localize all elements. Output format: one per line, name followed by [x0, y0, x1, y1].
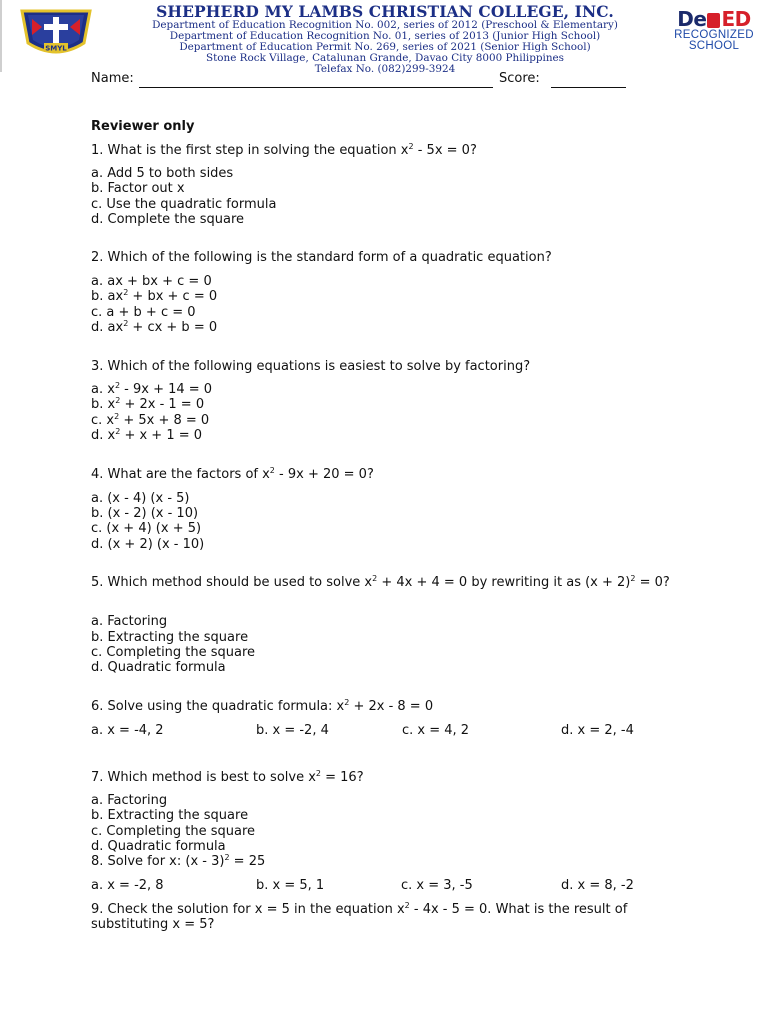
question-4: 4. What are the factors of $x^2 - 9x + 20 = 0$?: [91, 466, 374, 482]
q5-option-a: a. Factoring: [91, 614, 168, 629]
q6-option-d: d. x = 2, -4: [561, 723, 634, 738]
question-8: 8. Solve for x: (x - 3)$^2$ = 25: [91, 853, 266, 869]
question-7: 7. Which method is best to solve $x^2 = 16$?: [91, 769, 364, 785]
deped-flag-icon: [707, 13, 720, 28]
q7-option-c: c. Completing the square: [91, 824, 256, 839]
question-1: 1. What is the first step in solving the equation $x^2 - 5x = 0$?: [91, 142, 477, 158]
question-6: 6. Solve using the quadratic formula: $x^2 + 2x - 8 = 0$: [91, 698, 434, 714]
q4-option-b: b. (x - 2) (x - 10): [91, 506, 199, 521]
q6-option-a: a. x = -4, 2: [91, 723, 164, 738]
letterhead: [100, 3, 670, 75]
letterhead-line-1: Department of Education Recognition No. 002, series of 2012 (Preschool & Elementary): [152, 19, 618, 31]
q2-option-c: c. a + b + c = 0: [91, 305, 196, 320]
page-edge: [0, 0, 2, 72]
q4-option-a: a. (x - 4) (x - 5): [91, 491, 190, 506]
q1-option-c: c. Use the quadratic formula: [91, 197, 277, 212]
section-title: Reviewer only: [91, 119, 195, 134]
question-2: 2. Which of the following is the standard form of a quadratic equation?: [91, 250, 552, 265]
recognized-line-1: RECOGNIZED: [674, 29, 754, 41]
q7-option-a: a. Factoring: [91, 793, 168, 808]
q1-option-b: b. Factor out x: [91, 181, 185, 196]
q7-option-b: b. Extracting the square: [91, 808, 249, 823]
q5-option-d: d. Quadratic formula: [91, 660, 226, 675]
question-3: 3. Which of the following equations is easiest to solve by factoring?: [91, 359, 531, 374]
recognized-line-2: SCHOOL: [688, 40, 740, 52]
question-9: 9. Check the solution for x = 5 in the equation $x^2 - 4x - 5 = 0$. What is the result of substituting x = 5?: [91, 901, 628, 932]
q3-option-b: b. $x^2 + 2x - 1 = 0$: [91, 396, 205, 412]
name-label: Name:: [91, 71, 134, 86]
q4-option-c: c. (x + 4) (x + 5): [91, 521, 202, 536]
q3-option-d: d. $x^2 + x + 1 = 0$: [91, 427, 203, 443]
q3-option-a: a. $x^2 - 9x + 14 = 0$: [91, 381, 213, 397]
score-blank[interactable]: [551, 87, 626, 88]
name-blank[interactable]: [139, 87, 493, 88]
score-label: Score:: [499, 71, 540, 86]
q8-option-d: d. x = 8, -2: [561, 878, 634, 893]
question-5: 5. Which method should be used to solve $x^2 + 4x + 4 = 0$ by rewriting it as $(x + 2)^2 = 0$?: [91, 574, 670, 590]
q5-option-b: b. Extracting the square: [91, 630, 249, 645]
letterhead-line-3: Department of Education Permit No. 269, series of 2021 (Senior High School): [179, 41, 591, 53]
q6-option-c: c. x = 4, 2: [402, 723, 470, 738]
q2-option-b: b. $ax^2$ + bx + c = 0: [91, 288, 218, 304]
college-name: SHEPHERD MY LAMBS CHRISTIAN COLLEGE, INC.: [156, 2, 614, 21]
q8-option-b: b. x = 5, 1: [256, 878, 325, 893]
q1-option-d: d. Complete the square: [91, 212, 245, 227]
deped-logo: [664, 8, 764, 52]
q2-option-d: d. $ax^2$ + cx + b = 0: [91, 319, 218, 335]
q8-option-c: c. x = 3, -5: [401, 878, 473, 893]
q5-option-c: c. Completing the square: [91, 645, 256, 660]
q7-option-d: d. Quadratic formula: [91, 839, 226, 854]
q6-option-b: b. x = -2, 4: [256, 723, 329, 738]
deped-wordmark: De ED: [677, 7, 751, 31]
logo-text: SMYL: [45, 44, 67, 53]
q2-option-a: a. ax + bx + c = 0: [91, 274, 212, 289]
q4-option-d: d. (x + 2) (x - 10): [91, 537, 205, 552]
letterhead-line-4: Stone Rock Village, Catalunan Grande, Davao City 8000 Philippines: [205, 52, 565, 64]
school-logo: [18, 5, 94, 59]
q3-option-c: c. $x^2 + 5x + 8 = 0$: [91, 412, 210, 428]
letterhead-line-2: Department of Education Recognition No. 01, series of 2013 (Junior High School): [169, 30, 601, 42]
q1-option-a: a. Add 5 to both sides: [91, 166, 234, 181]
q8-option-a: a. x = -2, 8: [91, 878, 164, 893]
letterhead-line-5: Telefax No. (082)299-3924: [314, 63, 456, 75]
